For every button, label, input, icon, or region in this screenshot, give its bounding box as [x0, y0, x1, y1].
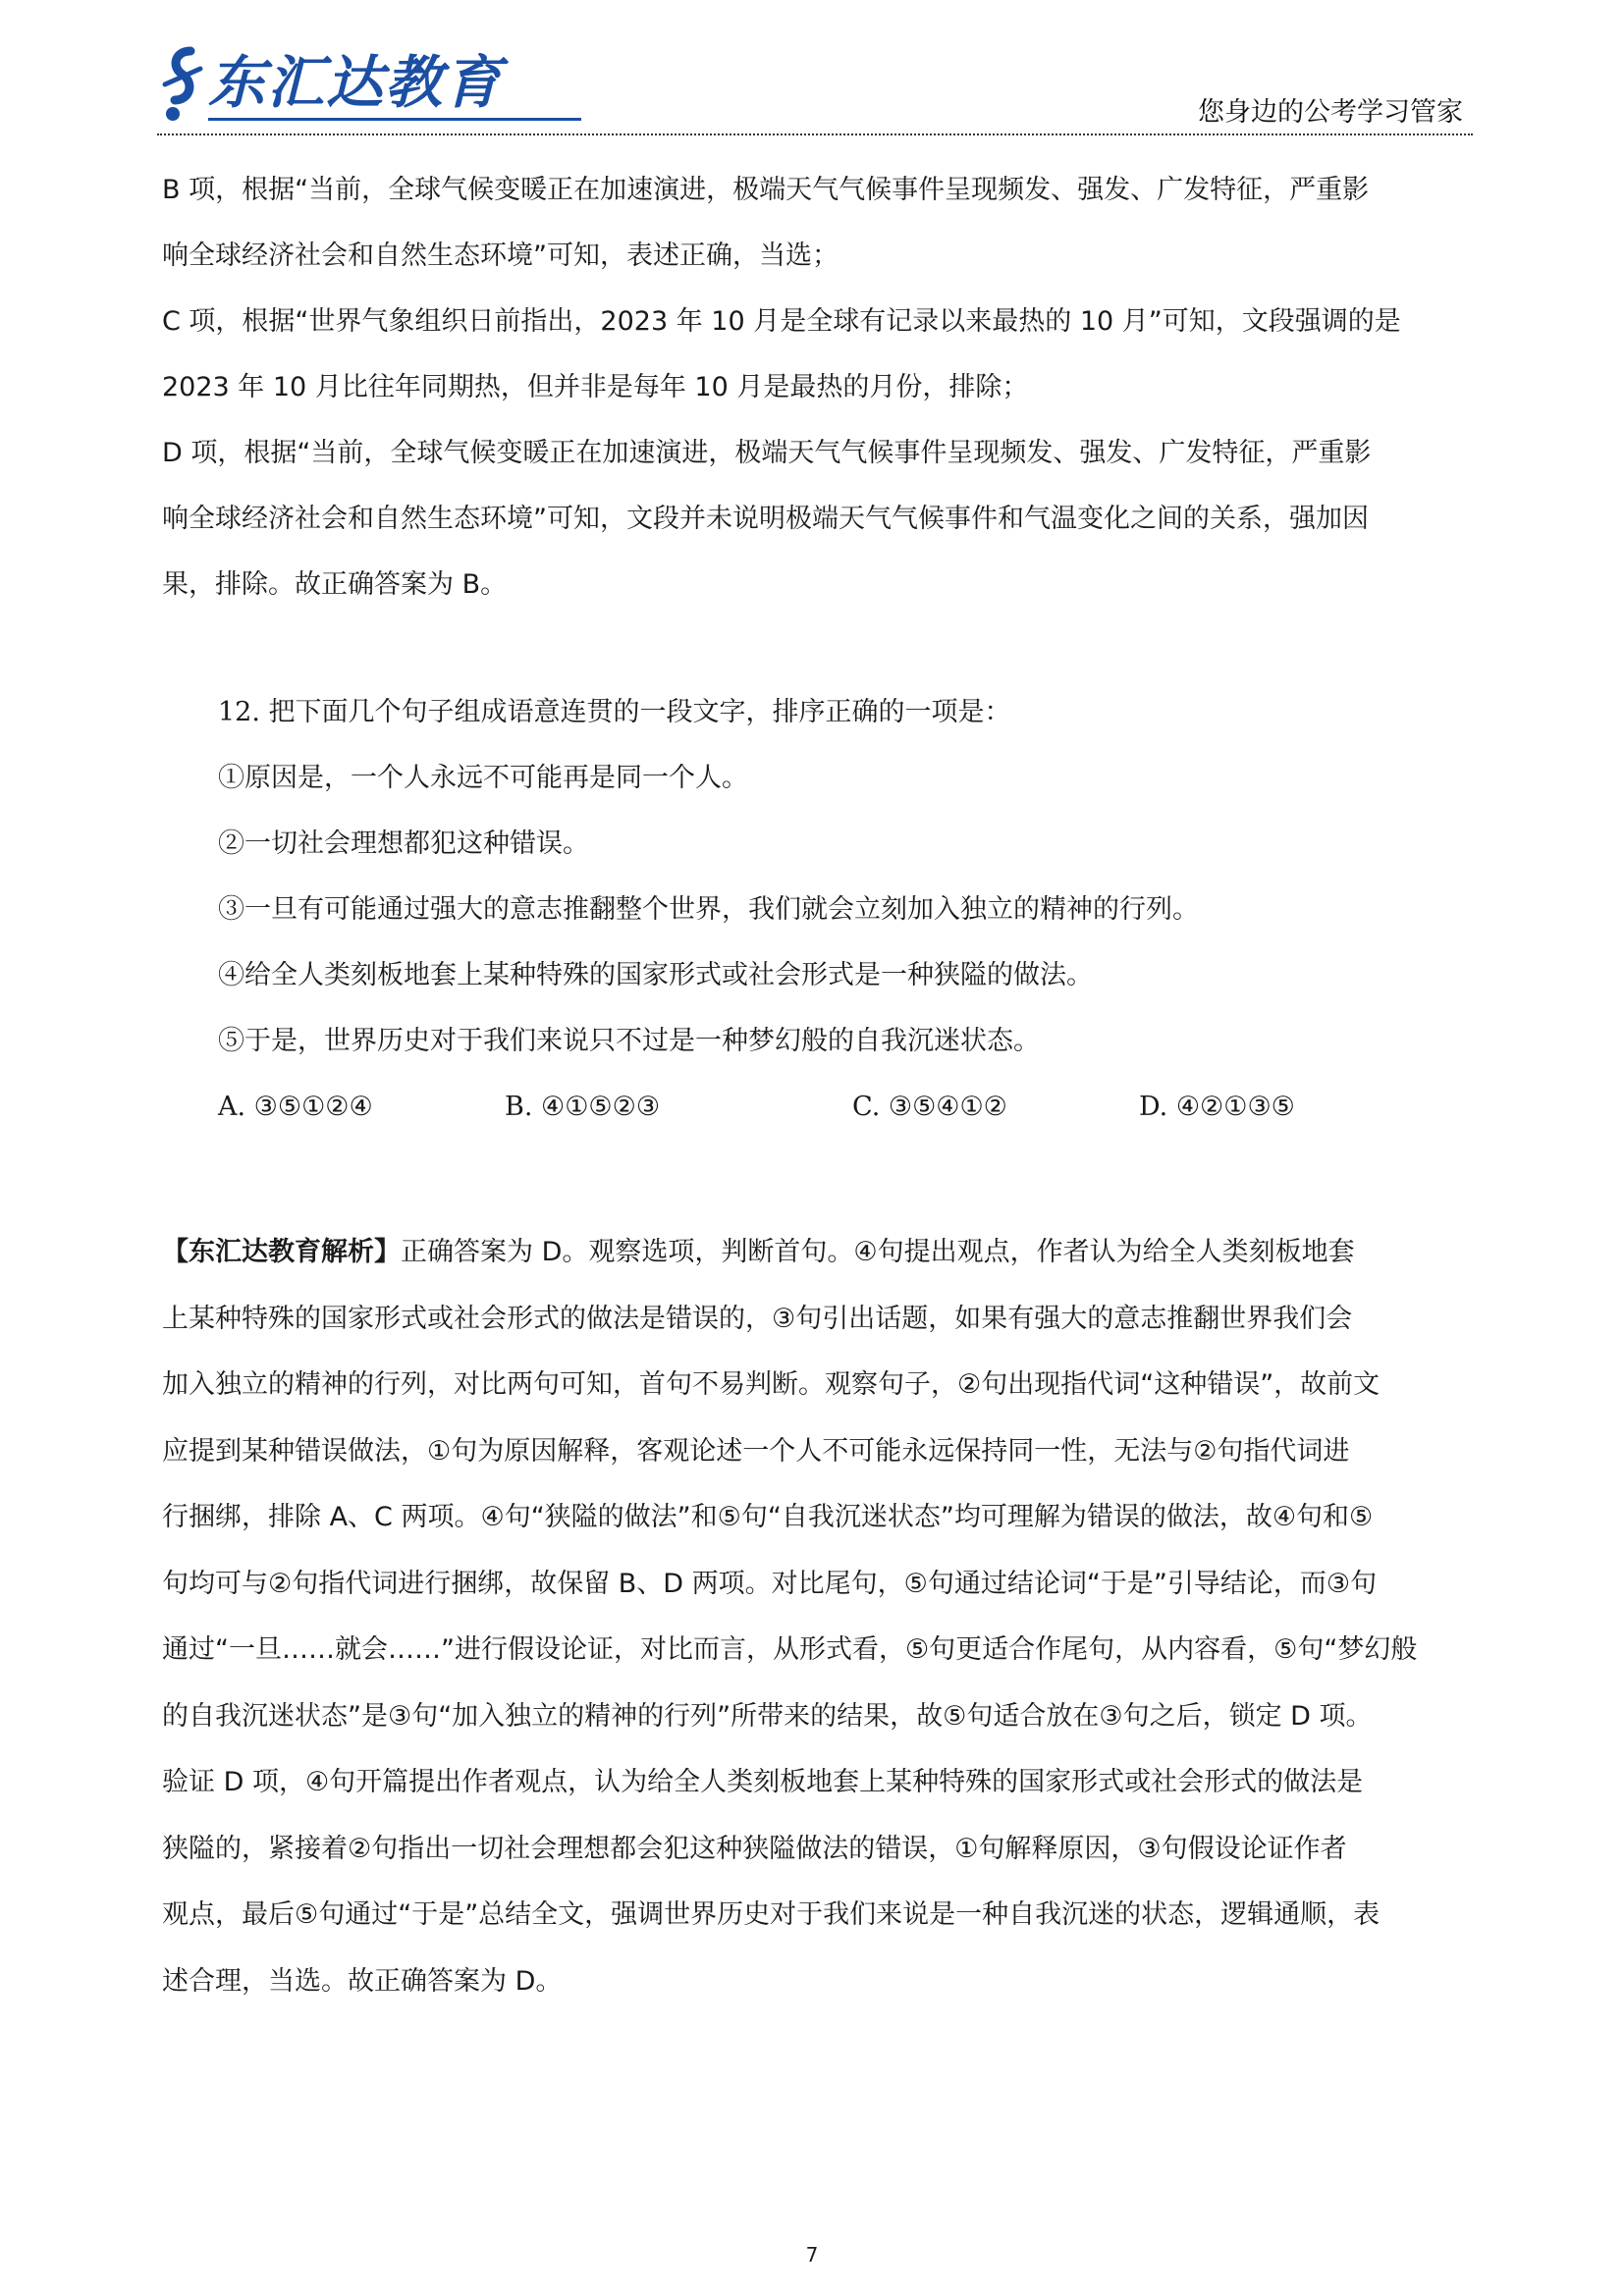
sentence-item: ④给全人类刻板地套上某种特殊的国家形式或社会形式是一种狭隘的做法。 — [218, 960, 1093, 990]
analysis-line: 的自我沉迷状态”是③句“加入独立的精神的行列”所带来的结果，故⑤句适合放在③句之后，锁定 D 项。 — [162, 1700, 1373, 1732]
previous-analysis — [162, 157, 1478, 617]
analysis-line: 应提到某种错误做法，①句为原因解释，客观论述一个人不可能永远保持同一性，无法与②句指代词进 — [162, 1435, 1350, 1467]
analysis-tag: 【东汇达教育解析】 — [162, 1237, 401, 1267]
analysis-line — [162, 1219, 1478, 1286]
analysis-text: 正确答案为 D。观察选项，判断首句。④句提出观点，作者认为给全人类刻板地套 — [401, 1237, 1355, 1267]
sentence-item: ②一切社会理想都犯这种错误。 — [218, 828, 589, 859]
analysis-line: 通过“一旦……就会……”进行假设论证，对比而言，从形式看，⑤句更适合作尾句，从内容看，⑤句“梦幻般 — [162, 1634, 1418, 1665]
analysis-line: C 项，根据“世界气象组织日前指出，2023 年 10 月是全球有记录以来最热的 10 月”可知，文段强调的是 — [162, 306, 1401, 337]
page-header — [157, 39, 1473, 137]
option-c: C. ③⑤④①② — [852, 1092, 1007, 1122]
option-b: B. ④①⑤②③ — [505, 1092, 661, 1122]
analysis-line: 响全球经济社会和自然生态环境”可知，表述正确，当选； — [162, 240, 839, 271]
analysis-line: 上某种特殊的国家形式或社会形式的做法是错误的，③句引出话题，如果有强大的意志推翻世界我们会 — [162, 1303, 1353, 1334]
logo-underline — [208, 118, 581, 121]
analysis-line: 述合理，当选。故正确答案为 D。 — [162, 1965, 563, 1997]
option-a: A. ③⑤①②④ — [218, 1092, 373, 1122]
analysis-line: 行捆绑，排除 A、C 两项。④句“狭隘的做法”和⑤句“自我沉迷状态”均可理解为错误的做法，故④句和⑤ — [162, 1502, 1374, 1532]
question-stem: 12. 把下面几个句子组成语意连贯的一段文字，排序正确的一项是： — [218, 697, 1011, 727]
header-slogan: 您身边的公考学习管家 — [1198, 97, 1463, 128]
question-analysis — [162, 1219, 1478, 2014]
logo-emblem-icon — [161, 45, 206, 124]
analysis-line: 句均可与②句指代词进行捆绑，故保留 B、D 两项。对比尾句，⑤句通过结论词“于是”引导结论，而③句 — [162, 1568, 1378, 1599]
analysis-line: 2023 年 10 月比往年同期热，但并非是每年 10 月是最热的月份，排除； — [162, 372, 1029, 402]
sentence-item: ①原因是，一个人永远不可能再是同一个人。 — [218, 763, 748, 793]
sentence-item: ⑤于是，世界历史对于我们来说只不过是一种梦幻般的自我沉迷状态。 — [218, 1026, 1040, 1056]
logo-text: 东汇达教育 — [208, 49, 504, 116]
analysis-line: 果，排除。故正确答案为 B。 — [162, 569, 508, 600]
brand-logo — [157, 39, 589, 128]
analysis-line: D 项，根据“当前，全球气候变暖正在加速演进，极端天气气候事件呈现频发、强发、广发特征，严重影 — [162, 438, 1372, 468]
page-number: 7 — [805, 2243, 819, 2267]
analysis-line: 加入独立的精神的行列，对比两句可知，首句不易判断。观察句子，②句出现指代词“这种错误”，故前文 — [162, 1369, 1380, 1400]
option-d: D. ④②①③⑤ — [1139, 1092, 1295, 1122]
sentence-item: ③一旦有可能通过强大的意志推翻整个世界，我们就会立刻加入独立的精神的行列。 — [218, 894, 1199, 925]
header-divider — [157, 133, 1473, 135]
analysis-line: 观点，最后⑤句通过“于是”总结全文，强调世界历史对于我们来说是一种自我沉迷的状态，逻辑通顺，表 — [162, 1899, 1380, 1930]
question-12 — [218, 679, 1445, 1140]
analysis-line: 狭隘的，紧接着②句指出一切社会理想都会犯这种狭隘做法的错误，①句解释原因，③句假设论证作者 — [162, 1833, 1347, 1864]
answer-options — [218, 1074, 1445, 1140]
analysis-line: 响全球经济社会和自然生态环境”可知，文段并未说明极端天气气候事件和气温变化之间的关系，强加因 — [162, 504, 1369, 534]
analysis-line: 验证 D 项，④句开篇提出作者观点，认为给全人类刻板地套上某种特殊的国家形式或社会形式的做法是 — [162, 1767, 1364, 1797]
analysis-line: B 项，根据“当前，全球气候变暖正在加速演进，极端天气气候事件呈现频发、强发、广发特征，严重影 — [162, 175, 1370, 205]
